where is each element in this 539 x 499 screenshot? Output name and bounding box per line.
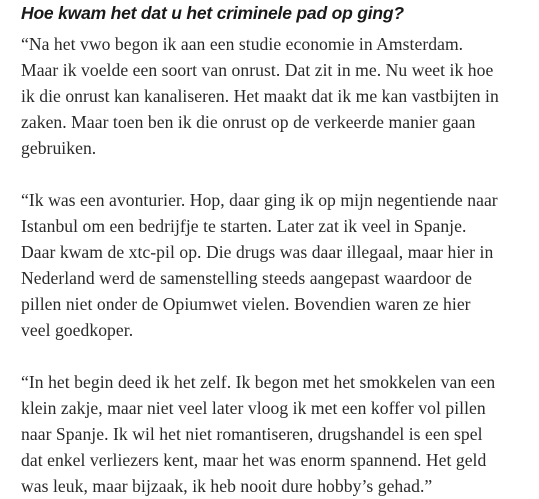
- text-line: was leuk, maar bijzaak, ik heb nooit dure hobby’s gehad.”: [21, 476, 433, 496]
- text-line: zaken. Maar toen ben ik die onrust op de verkeerde manier gaan: [21, 112, 476, 132]
- text-line: naar Spanje. Ik wil het niet romantiseren, drugshandel is een spel: [21, 424, 483, 444]
- answer-paragraph: [21, 187, 533, 343]
- text-line: veel goedkoper.: [21, 320, 134, 340]
- text-line: ik die onrust kan kanaliseren. Het maakt dat ik me kan vastbijten in: [21, 86, 499, 106]
- text-line: “Na het vwo begon ik aan een studie economie in Amsterdam.: [21, 34, 464, 54]
- answer-paragraph: [21, 369, 533, 499]
- text-line: gebruiken.: [21, 138, 97, 158]
- interview-question: Hoe kwam het dat u het criminele pad op ging?: [21, 3, 404, 23]
- article-body: [21, 0, 533, 499]
- text-line: dat enkel verliezers kent, maar het was enorm spannend. Het geld: [21, 450, 487, 470]
- text-line: klein zakje, maar niet veel later vloog ik met een koffer vol pillen: [21, 398, 486, 418]
- text-line: Nederland werd de samenstelling steeds aangepast waardoor de: [21, 268, 472, 288]
- answer-paragraph: [21, 31, 533, 161]
- text-line: Maar ik voelde een soort van onrust. Dat zit in me. Nu weet ik hoe: [21, 60, 494, 80]
- text-line: pillen niet onder de Opiumwet vielen. Bovendien waren ze hier: [21, 294, 471, 314]
- text-line: “Ik was een avonturier. Hop, daar ging ik op mijn negentiende naar: [21, 190, 498, 210]
- text-line: Daar kwam de xtc-pil op. Die drugs was daar illegaal, maar hier in: [21, 242, 494, 262]
- text-line: “In het begin deed ik het zelf. Ik begon met het smokkelen van een: [21, 372, 496, 392]
- text-line: Istanbul om een bedrijfje te starten. Later zat ik veel in Spanje.: [21, 216, 467, 236]
